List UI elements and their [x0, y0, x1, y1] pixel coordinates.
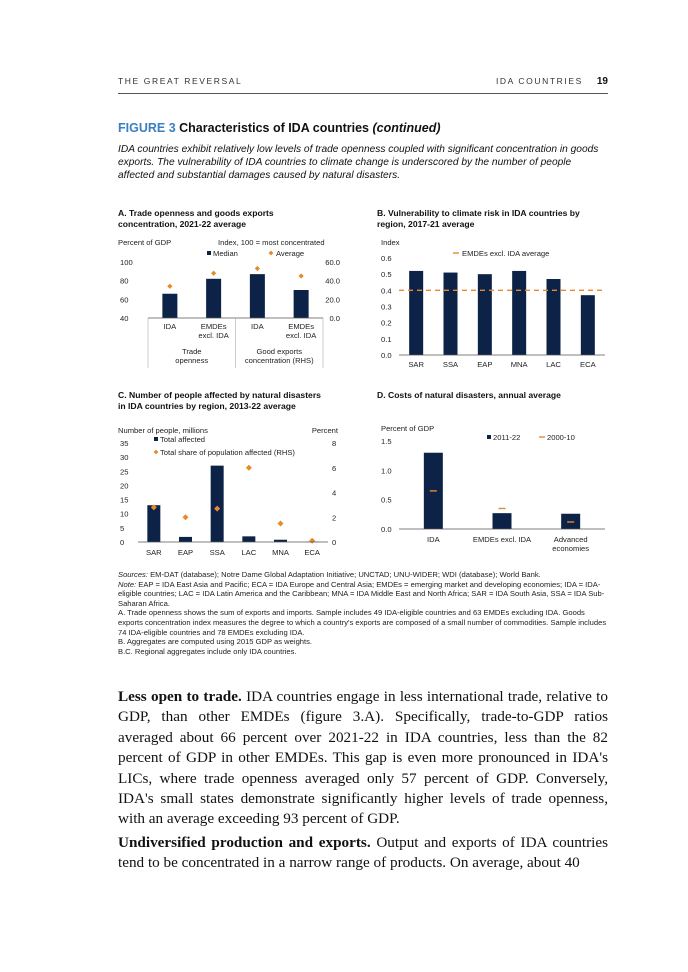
d-y-tick: 0.0 — [381, 525, 392, 534]
d-legend-2011-swatch — [487, 435, 491, 439]
a-legend-median-swatch — [207, 251, 211, 255]
c-left-tick: 20 — [120, 481, 129, 491]
a-bar-median — [206, 279, 221, 318]
panel-d-title — [377, 390, 617, 401]
sources-text: EM-DAT (database); Notre Dame Global Adaptation Initiative; UNCTAD; UNU-WIDER; WDI (database); World Bank. — [150, 570, 541, 579]
b-bar — [444, 273, 458, 355]
a-legend-average: Average — [276, 249, 305, 258]
c-right-tick: 4 — [332, 488, 337, 498]
a-right-tick: 60.0 — [325, 258, 340, 267]
panel-a-title-line1: A. Trade openness and goods exports — [118, 208, 274, 218]
panel-a-title — [118, 208, 358, 230]
panel-a-title-line2: concentration, 2021-22 average — [118, 219, 247, 229]
c-legend-share: Total share of population affected (RHS) — [160, 448, 295, 457]
a-left-unit: Percent of GDP — [118, 238, 172, 247]
d-ylabel: Percent of GDP — [381, 424, 435, 433]
running-header — [118, 76, 608, 86]
c-right-tick: 8 — [332, 439, 337, 448]
d-y-tick: 1.0 — [381, 466, 392, 476]
panel-c-title-line1: C. Number of people affected by natural disasters — [118, 390, 321, 400]
b-y-tick: 0.0 — [381, 351, 392, 360]
c-category-label: LAC — [241, 548, 257, 557]
a-group-label: Trade — [181, 347, 202, 356]
a-bar-median — [250, 274, 265, 318]
a-marker-average — [299, 273, 304, 278]
c-right-tick: 2 — [332, 513, 337, 523]
d-y-tick: 0.5 — [381, 495, 392, 505]
chart-d — [377, 420, 612, 565]
d-y-tick: 1.5 — [381, 437, 392, 446]
a-marker-average — [211, 271, 216, 276]
panel-d-title-line1: D. Costs of natural disasters, annual average — [377, 390, 561, 400]
c-left-unit: Number of people, millions — [118, 426, 208, 435]
b-bar — [512, 271, 526, 355]
b-category-label: LAC — [546, 360, 561, 369]
c-category-label: ECA — [304, 548, 320, 557]
b-y-tick: 0.3 — [381, 302, 392, 312]
c-left-tick: 25 — [120, 467, 129, 477]
c-legend-total-swatch — [154, 437, 158, 441]
b-legend-ref: EMDEs excl. IDA average — [462, 249, 550, 258]
page-number: 19 — [596, 76, 608, 87]
c-marker-share — [246, 465, 252, 471]
c-right-unit: Percent — [311, 426, 338, 435]
c-left-tick: 0 — [120, 538, 125, 547]
body-paragraph-1 — [118, 687, 608, 830]
chart-c — [118, 420, 358, 565]
panel-b-title — [377, 208, 617, 230]
body-paragraph-2 — [118, 833, 608, 874]
a-right-tick: 40.0 — [325, 276, 340, 286]
c-left-tick: 10 — [120, 509, 129, 519]
panel-b-title-line2: region, 2017-21 average — [377, 219, 475, 229]
header-rule — [118, 93, 608, 94]
c-category-label: EAP — [177, 548, 194, 557]
c-left-tick: 15 — [120, 495, 129, 505]
c-bar — [211, 466, 224, 542]
a-bar-median — [162, 294, 177, 318]
a-category-label: EMDEs — [200, 322, 227, 331]
a-group-label: Good exports — [256, 347, 303, 356]
c-marker-share — [309, 538, 315, 544]
header-right-group — [496, 76, 608, 87]
c-right-tick: 0 — [332, 538, 337, 547]
d-bar — [493, 513, 512, 529]
chart-a — [118, 236, 358, 384]
b-y-tick: 0.1 — [381, 334, 392, 344]
note-a: A. Trade openness shows the sum of exports and imports. Sample includes 49 IDA-eligible countries and 63 EMDEs excluding IDA. Goods exports concentration index measures the degree to which a country's exports are composed of a small number of commodities. Sample includes 74 IDA-eligible countries and 78 EMDEs excluding IDA. — [118, 608, 607, 637]
header-right: IDA COUNTRIES — [495, 76, 583, 86]
a-right-unit: Index, 100 = most concentrated — [218, 238, 325, 247]
note-label: Note: — [118, 579, 137, 589]
b-bar — [581, 295, 595, 355]
c-marker-share — [278, 520, 284, 526]
b-category-label: ECA — [580, 360, 596, 369]
b-category-label: SAR — [408, 360, 424, 369]
panel-c-title-line2: in IDA countries by region, 2013-22 average — [118, 401, 296, 411]
note-text: EAP = IDA East Asia and Pacific; ECA = IDA Europe and Central Asia; EMDEs = emerging market and developing economies; IDA = IDA-eligible countries; LAC = IDA Latin America and the Caribbean; MNA = IDA Middle East and North Africa; SAR = IDA South Asia, SSA = IDA Sub-Saharan Africa. — [118, 579, 605, 608]
a-group-label: openness — [175, 356, 209, 365]
figure-subtitle: IDA countries exhibit relatively low levels of trade openness coupled with significant concentration in goods exports. The vulnerability of IDA countries to climate change is underscored by the number of people affected and substantial damages caused by natural disasters. — [118, 144, 599, 182]
d-legend-2011: 2011-22 — [493, 433, 521, 442]
figure-continued: (continued) — [372, 121, 441, 135]
c-left-tick: 5 — [120, 523, 125, 533]
note-bc: B.C. Regional aggregates include only IDA countries. — [118, 646, 297, 656]
a-left-tick: 80 — [120, 276, 129, 286]
p1-text: IDA countries engage in less international trade, relative to GDP, than other EMDEs (figure 3.A). Specifically, trade-to-GDP ratios averaged about 66 percent over 2021-22 in IDA countries, less than the 82 percent of GDP in other EMDEs. This gap is even more pronounced in IDA's LICs, where trade openness averaged only 57 percent of GDP. Conversely, IDA's small states demonstrate significantly higher levels of trade openness, with an average exceeding 93 percent of GDP. — [118, 688, 608, 828]
panel-c-title — [118, 390, 358, 412]
c-right-tick: 6 — [332, 463, 337, 473]
b-y-tick: 0.2 — [381, 318, 392, 328]
a-legend-average-marker — [269, 251, 274, 256]
d-category-label: economies — [552, 544, 590, 553]
c-category-label: MNA — [272, 548, 289, 557]
a-left-tick: 100 — [120, 258, 133, 267]
c-left-tick: 30 — [120, 453, 129, 463]
panel-b-title-line1: B. Vulnerability to climate risk in IDA countries by — [377, 208, 580, 218]
b-category-label: SSA — [442, 360, 459, 369]
chart-b — [377, 236, 612, 376]
c-legend-total: Total affected — [160, 435, 206, 444]
a-group-label: concentration (RHS) — [244, 356, 314, 365]
note-b: B. Aggregates are computed using 2015 GDP as weights. — [118, 637, 313, 647]
c-bar — [179, 537, 192, 542]
b-y-tick: 0.6 — [381, 254, 392, 263]
a-right-tick: 20.0 — [325, 295, 340, 305]
a-left-tick: 60 — [120, 295, 129, 305]
a-category-label: excl. IDA — [198, 331, 229, 340]
header-left: THE GREAT REVERSAL — [118, 76, 243, 86]
b-bar — [478, 274, 492, 355]
b-y-tick: 0.5 — [381, 270, 392, 280]
d-category-label: Advanced — [553, 535, 588, 544]
a-marker-average — [167, 284, 172, 289]
a-category-label: excl. IDA — [285, 331, 317, 340]
a-category-label: IDA — [251, 322, 264, 331]
c-category-label: SAR — [146, 548, 162, 557]
figure-title-text: Characteristics of IDA countries — [179, 121, 370, 135]
c-category-label: SSA — [209, 548, 225, 557]
figure-title — [118, 121, 608, 135]
c-left-tick: 35 — [120, 439, 129, 448]
figure-number: FIGURE 3 — [118, 121, 176, 135]
sources-note — [118, 570, 608, 580]
b-ylabel: Index — [381, 238, 400, 247]
a-category-label: EMDEs — [288, 322, 314, 331]
d-category-label: EMDEs excl. IDA — [472, 535, 532, 544]
c-marker-share — [183, 514, 189, 520]
p2-lead: Undiversified production and exports. — [118, 834, 371, 851]
d-category-label: IDA — [426, 535, 440, 544]
a-marker-average — [255, 266, 260, 271]
b-y-tick: 0.4 — [381, 286, 392, 296]
figure-notes — [118, 570, 608, 656]
note-paragraph — [118, 580, 608, 609]
p1-lead: Less open to trade. — [118, 688, 242, 705]
b-category-label: MNA — [510, 360, 528, 369]
c-legend-share-marker — [154, 450, 159, 455]
a-category-label: IDA — [163, 322, 177, 331]
sources-label: Sources: — [118, 570, 148, 579]
a-legend-median: Median — [213, 249, 238, 258]
c-bar — [147, 505, 160, 542]
a-bar-median — [294, 290, 309, 318]
b-category-label: EAP — [477, 360, 493, 369]
c-bar — [242, 536, 255, 542]
p2-text: Output and exports of IDA countries tend to be concentrated in a narrow range of products. On average, about 40 — [118, 834, 609, 872]
d-legend-2000: 2000-10 — [547, 433, 575, 442]
b-bar — [409, 271, 423, 355]
a-left-tick: 40 — [120, 314, 129, 323]
a-right-tick: 0.0 — [329, 314, 340, 323]
